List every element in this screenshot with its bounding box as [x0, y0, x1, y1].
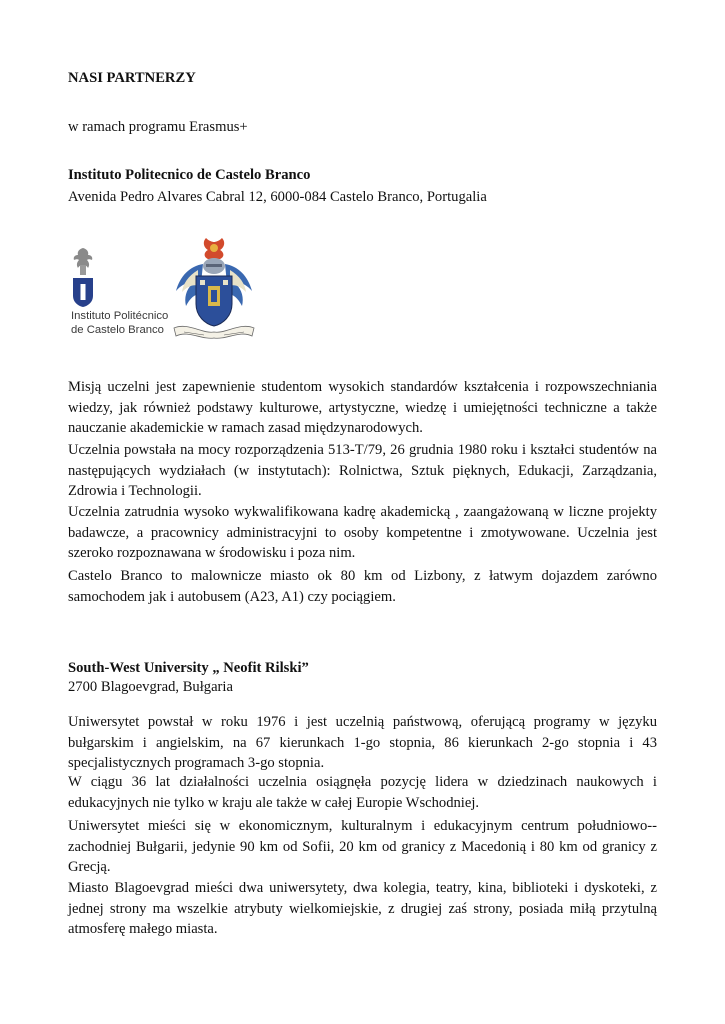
partner1-address: Avenida Pedro Alvares Cabral 12, 6000-084 Castelo Branco, Portugalia	[68, 189, 487, 205]
logo-caption-line2: de Castelo Branco	[71, 324, 164, 336]
ipcb-emblem-icon	[68, 246, 98, 308]
partner1-paragraph: Uczelnia zatrudnia wysoko wykwalifikowana kadrę akademicką , zaangażowaną w liczne projekty badawcze, a pracownicy administracyjni to osoby kompetentne i zmotywowane. Uczelnia jest szeroko rozpoznawana w środowisku i poza nim.	[68, 504, 657, 561]
partner2-address: 2700 Blagoevgrad, Bułgaria	[68, 679, 233, 695]
page-heading: NASI PARTNERZY	[68, 70, 196, 86]
partner2-paragraph: W ciągu 36 lat działalności uczelnia osiągnęła pozycję lidera w dziedzinach naukowych i edukacyjnych nie tylko w kraju ale także w całej Europie Wschodniej.	[68, 774, 657, 811]
partner2-paragraph: Uniwersytet mieści się w ekonomicznym, kulturalnym i edukacyjnym centrum południowo--zachodniej Bułgarii, jedynie 90 km od Sofii, 20 km od granicy z Macedonią i 80 km od granicy z Grecją.	[68, 818, 657, 875]
coat-of-arms-icon	[168, 236, 260, 344]
coat-of-arms-logo	[168, 236, 260, 344]
logo-caption-line1: Instituto Politécnico	[71, 310, 169, 322]
ipcb-logo	[68, 246, 169, 342]
partner2-name: South-West University „ Neofit Rilski”	[68, 660, 309, 676]
program-subheading: w ramach programu Erasmus+	[68, 119, 248, 135]
partner1-paragraph: Uczelnia powstała na mocy rozporządzenia 513-T/79, 26 grudnia 1980 roku i kształci studentów na następujących wydziałach (w instytutach): Rolnictwa, Sztuk pięknych, Edukacji, Zarządzania, Zdrowia i Technologii.	[68, 442, 657, 499]
partner1-paragraph: Misją uczelni jest zapewnienie studentom wysokich standardów kształcenia i rozpowszechniania wiedzy, jak również podstawy kulturowe, artystyczne, wiedzę i umiejętności techniczne a także nauczanie akademickie w ramach zasad międzynarodowych.	[68, 379, 657, 436]
partner2-paragraph: Miasto Blagoevgrad mieści dwa uniwersytety, dwa kolegia, teatry, kina, biblioteki i dyskoteki, z jednej strony ma wszelkie atrybuty wielkomiejskie, z drugiej zaś strony, posiada miłą przytulną atmosferę małego miasta.	[68, 880, 657, 937]
partner1-name: Instituto Politecnico de Castelo Branco	[68, 167, 311, 183]
partner2-paragraph: Uniwersytet powstał w roku 1976 i jest uczelnią państwową, oferującą programy w języku bułgarskim i angielskim, na 67 kierunkach 1-go stopnia, 86 kierunkach 2-go stopnia i 43 specjalistycznych programach 3-go stopnia.	[68, 714, 657, 771]
partner1-paragraph: Castelo Branco to malownicze miasto ok 80 km od Lizbony, z łatwym dojazdem zarówno samochodem jak i autobusem (A23, A1) czy pociągiem.	[68, 568, 657, 605]
